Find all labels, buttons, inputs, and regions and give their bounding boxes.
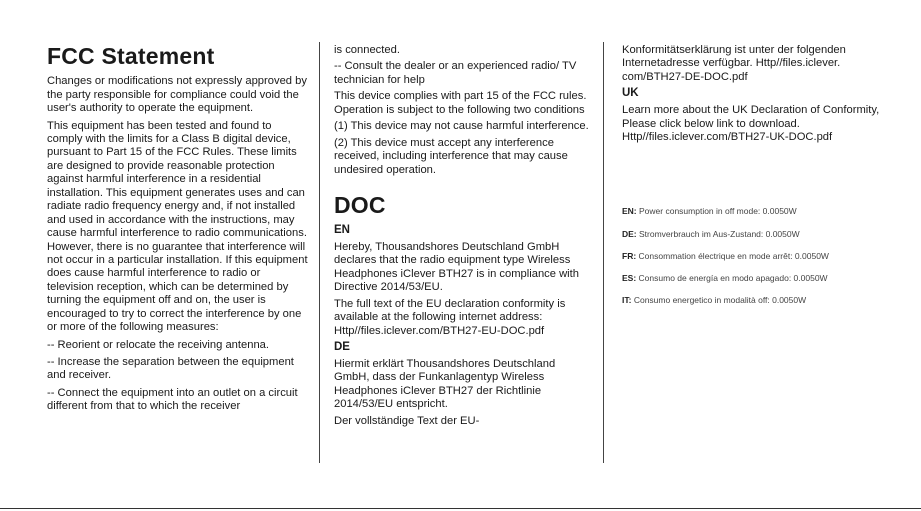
doc-en-paragraph: The full text of the EU declaration conformity is available at the following internet address: Http//files.iclever.com/BTH27-EU-DOC.pdf: [334, 297, 566, 337]
column-divider: [603, 42, 604, 463]
fcc-paragraph: Changes or modifications not expressly approved by the party responsible for compliance could void the user's authority to operate the equipment.: [47, 75, 307, 115]
doc-uk-paragraph: Learn more about the UK Declaration of Conformity, Please click below link to download. Http//files.iclever.com/BTH27-UK-DOC.pdf: [622, 104, 880, 143]
fcc-paragraph: (2) This device must accept any interference received, including interference that may cause undesired operation.: [334, 136, 568, 176]
fcc-paragraph: is connected.: [334, 44, 400, 56]
power-consumption-item: DE: Stromverbrauch im Aus-Zustand: 0.0050W: [622, 228, 800, 239]
doc-de-paragraph: Konformitätserklärung ist unter der folgenden Internetadresse verfügbar. Http//files.iclever. com/BTH27-DE-DOC.pdf: [622, 44, 846, 83]
doc-en-paragraph: Hereby, Thousandshores Deutschland GmbH declares that the radio equipment type Wireless Headphones iClever BTH27 is in compliance with Directive 2014/53/EU.: [334, 241, 579, 294]
fcc-paragraph: -- Increase the separation between the equipment and receiver.: [47, 356, 294, 382]
power-consumption-list: [622, 206, 898, 305]
doc-de-paragraph: Hiermit erklärt Thousandshores Deutschland GmbH, dass der Funkanlagentyp Wireless Headphones iClever BTH27 der Richtlinie 2014/53/EU entspricht.: [334, 357, 556, 411]
column-right: [622, 44, 898, 317]
doc-uk-heading: UK: [622, 87, 639, 100]
doc-de-paragraph: Der vollständige Text der EU-: [334, 414, 480, 427]
power-consumption-item: FR: Consommation électrique en mode arrêt: 0.0050W: [622, 250, 829, 261]
fcc-paragraph: This equipment has been tested and found to comply with the limits for a Class B digital device, pursuant to Part 15 of the FCC Rules. These limits are designed to provide reasonable protection against harmful interference in a residential installation. This equipment generates uses and can radiate radio frequency energy and, if not installed and used in accordance with the instructions, may cause harmful interference to radio communications. However, there is no guarantee that interference will not occur in a particular installation. If this equipment does cause harmful interference to radio or television reception, which can be determined by turning the equipment off and on, the user is encouraged to try to correct the interference by one or more of the following measures:: [47, 119, 308, 334]
power-consumption-item: ES: Consumo de energía en modo apagado: 0.0050W: [622, 272, 828, 283]
power-consumption-item: IT: Consumo energetico in modalità off: 0.0050W: [622, 295, 807, 306]
fcc-paragraph: -- Reorient or relocate the receiving antenna.: [47, 338, 270, 351]
fcc-paragraph: This device complies with part 15 of the FCC rules. Operation is subject to the following two conditions: [334, 90, 587, 116]
doc-en-heading: EN: [334, 224, 350, 237]
column-middle: [334, 44, 592, 431]
fcc-paragraph: (1) This device may not cause harmful interference.: [334, 120, 589, 133]
power-consumption-item: EN: Power consumption in off mode: 0.0050W: [622, 206, 797, 217]
column-divider: [319, 42, 320, 463]
doc-de-heading: DE: [334, 341, 350, 354]
doc-title: DOC: [334, 191, 386, 218]
fcc-paragraph: -- Consult the dealer or an experienced radio/ TV technician for help: [334, 60, 577, 86]
fcc-paragraph: -- Connect the equipment into an outlet on a circuit different from that to which the receiver: [47, 386, 298, 413]
bottom-rule: [0, 508, 921, 509]
fcc-title: FCC Statement: [47, 43, 215, 69]
column-fcc: [47, 44, 309, 418]
